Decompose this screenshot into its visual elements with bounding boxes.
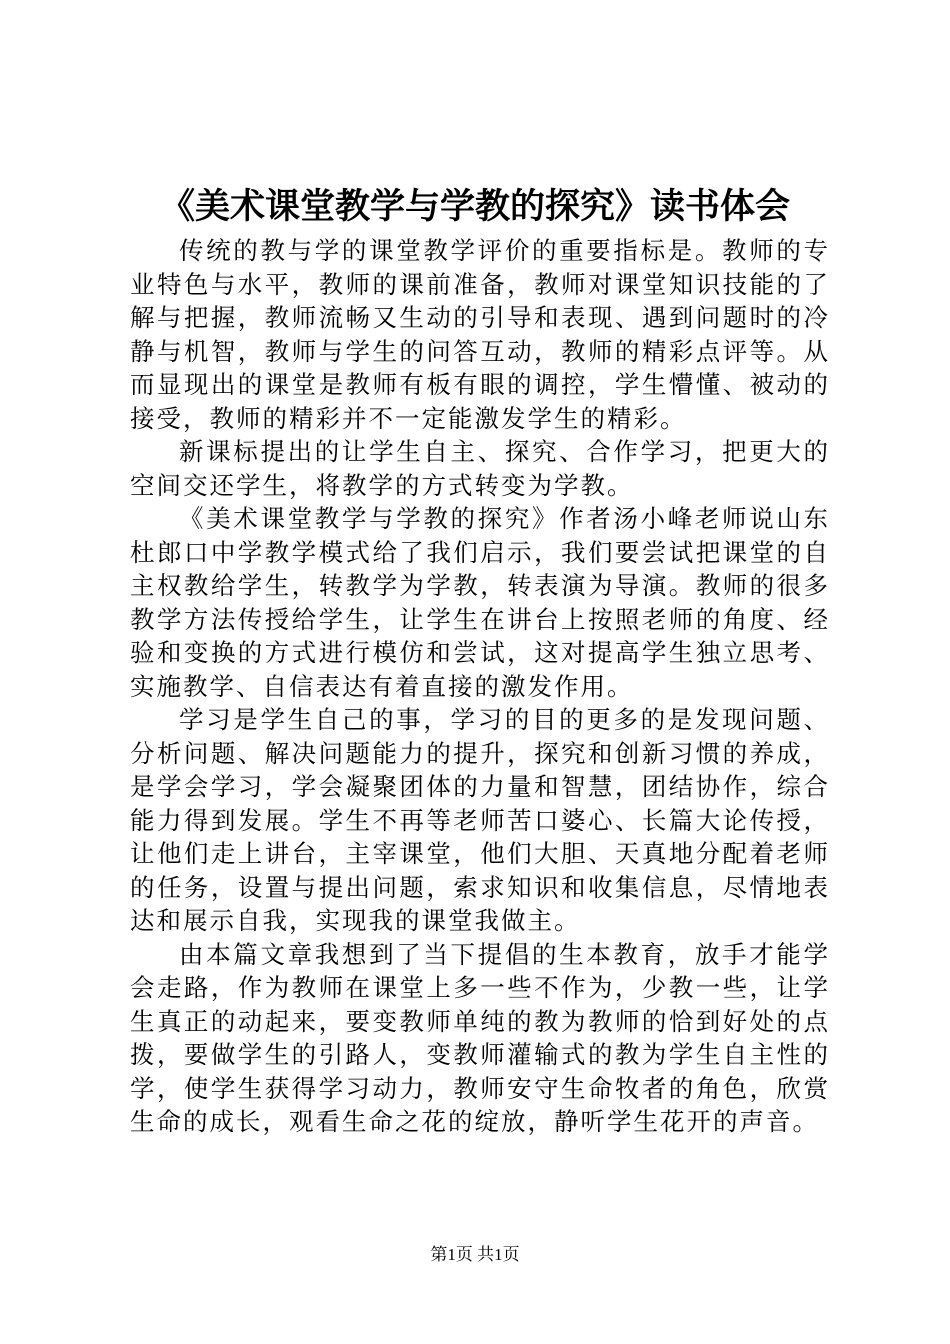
document-title: 《美术课堂教学与学教的探究》读书体会: [159, 186, 790, 227]
page-number-footer: 第1页 共1页: [430, 1245, 520, 1264]
paragraph-4: 学习是学生自己的事，学习的目的更多的是发现问题、分析问题、解决问题能力的提升，探究和创新习惯的养成，是学会学习，学会凝聚团体的力量和智慧，团结协作，综合能力得到发展。学生不再等老师苦口婆心、长篇大论传授，让他们走上讲台，主宰课堂，他们大胆、天真地分配着老师的任务，设置与提出问题，索求知识和收集信息，尽情地表达和展示自我，实现我的课堂我做主。: [130, 705, 830, 935]
paragraph-1: 传统的教与学的课堂教学评价的重要指标是。教师的专业特色与水平，教师的课前准备，教师对课堂知识技能的了解与把握，教师流畅又生动的引导和表现、遇到问题时的冷静与机智，教师与学生的问答互动，教师的精彩点评等。从而显现出的课堂是教师有板有眼的调控，学生懵懂、被动的接受，教师的精彩并不一定能激发学生的精彩。: [130, 236, 830, 433]
paragraph-5: 由本篇文章我想到了当下提倡的生本教育，放手才能学会走路，作为教师在课堂上多一些不作为，少教一些，让学生真正的动起来，要变教师单纯的教为教师的恰到好处的点拨，要做学生的引路人，变教师灌输式的教为学生自主性的学，使学生获得学习动力，教师安守生命牧者的角色，欣赏生命的成长，观看生命之花的绽放，静听学生花开的声音。: [130, 939, 830, 1136]
paragraph-2: 新课标提出的让学生自主、探究、合作学习，把更大的空间交还学生，将教学的方式转变为学教。: [130, 437, 830, 500]
paragraph-3: 《美术课堂教学与学教的探究》作者汤小峰老师说山东杜郎口中学教学模式给了我们启示，我们要尝试把课堂的自主权教给学生，转教学为学教，转表演为导演。教师的很多教学方法传授给学生，让学生在讲台上按照老师的角度、经验和变换的方式进行模仿和尝试，这对提高学生独立思考、实施教学、自信表达有着直接的激发作用。: [130, 504, 830, 701]
document-body: [130, 234, 830, 1139]
